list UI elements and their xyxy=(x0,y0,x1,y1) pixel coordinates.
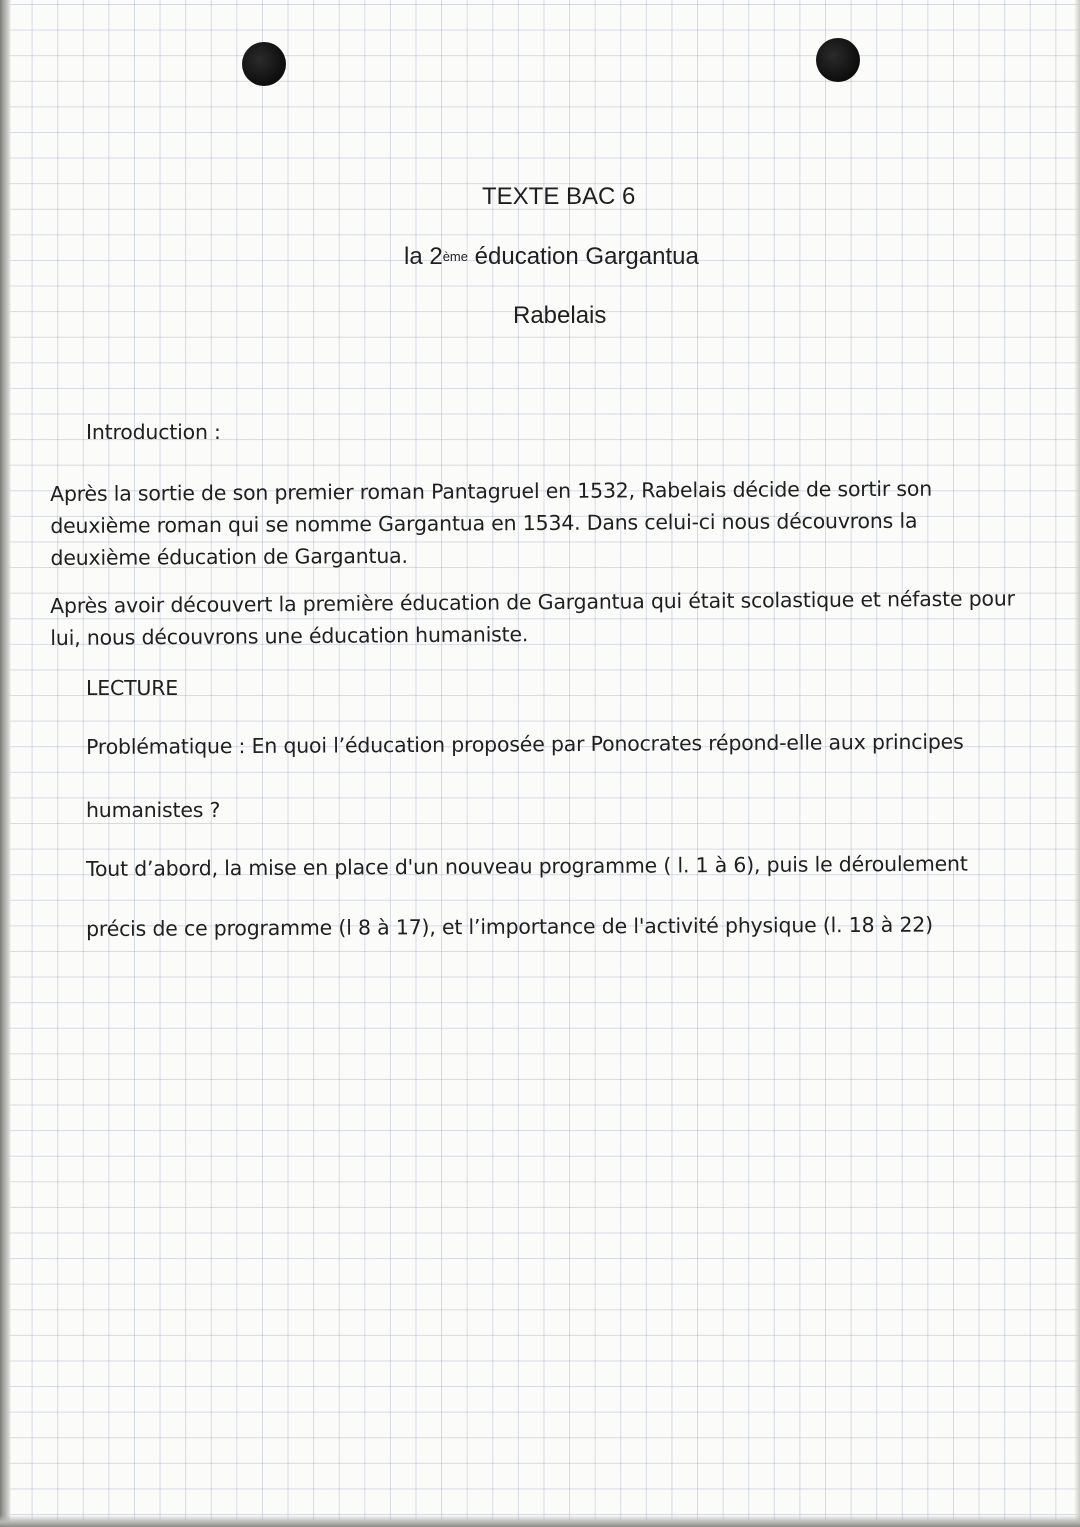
document-title: TEXTE BAC 6 xyxy=(482,183,636,210)
plan-line-1: Tout d’abord, la mise en place d'un nouveau programme ( l. 1 à 6), puis le déroulement xyxy=(86,851,968,881)
lecture-heading: LECTURE xyxy=(86,676,179,700)
subtitle-suffix: éducation Gargantua xyxy=(468,243,699,270)
paragraph-1-line-1: Après la sortie de son premier roman Pantagruel en 1532, Rabelais décide de sortir son xyxy=(50,476,933,506)
paragraph-2-line-1: Après avoir découvert la première éducation de Gargantua qui était scolastique et néfaste pour xyxy=(50,586,1015,618)
page-bottom-shadow xyxy=(0,1515,1080,1527)
subtitle-superscript: ème xyxy=(442,249,468,264)
paragraph-1-line-3: deuxième éducation de Gargantua. xyxy=(50,543,408,570)
introduction-paragraph-1 xyxy=(50,472,1011,574)
plan-line-2: précis de ce programme (l 8 à 17), et l’importance de l'activité physique (l. 18 à 22) xyxy=(86,912,933,941)
punch-hole-right xyxy=(816,38,860,82)
document-author: Rabelais xyxy=(513,302,607,329)
document-subtitle xyxy=(404,243,699,271)
problematique-line-2: humanistes ? xyxy=(86,798,221,822)
introduction-heading: Introduction : xyxy=(86,420,221,444)
page-right-shadow xyxy=(1074,0,1080,1527)
subtitle-prefix: la 2 xyxy=(404,243,443,270)
punch-hole-left xyxy=(242,42,286,86)
introduction-paragraph-2 xyxy=(50,582,1060,654)
problematique-line-1: Problématique : En quoi l’éducation proposée par Ponocrates répond-elle aux principes xyxy=(86,729,964,759)
page-left-shadow xyxy=(0,0,11,1527)
paragraph-2-line-2: lui, nous découvrons une éducation humaniste. xyxy=(50,622,529,650)
paragraph-1-line-2: deuxième roman qui se nomme Gargantua en 1534. Dans celui-ci nous découvrons la xyxy=(50,508,918,538)
